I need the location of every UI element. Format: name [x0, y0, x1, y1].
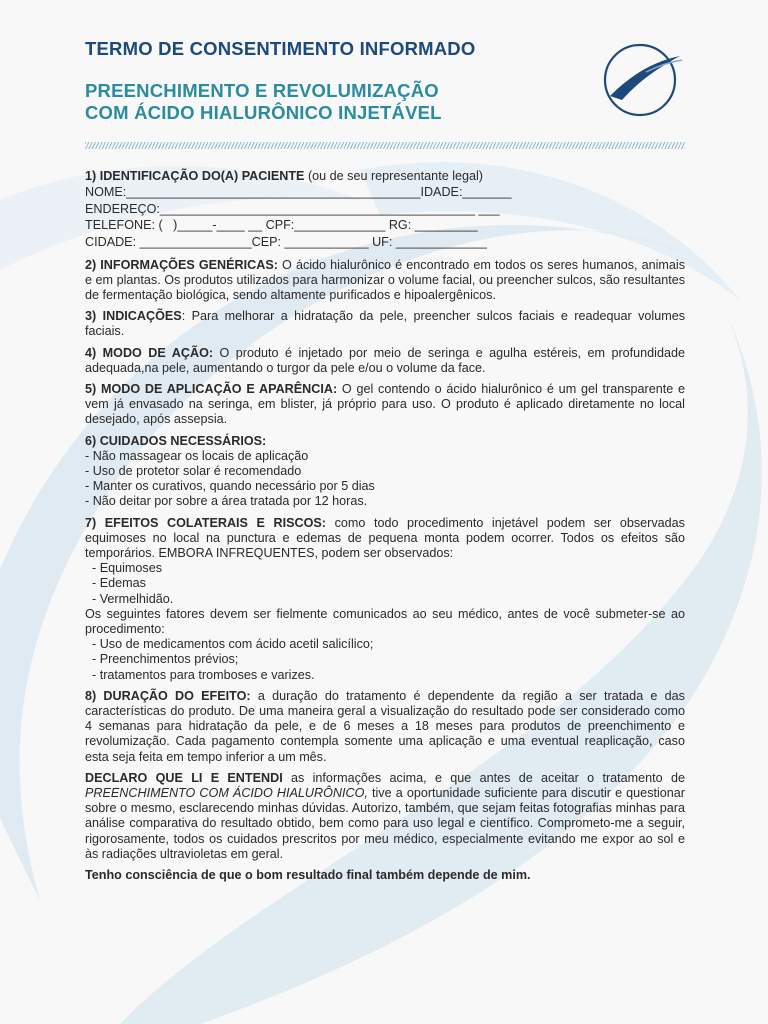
- care-item: - Não massagear os locais de aplicação: [85, 448, 309, 463]
- section-heading-1: 1) IDENTIFICAÇÃO DO(A) PACIENTE (ou de seu representante legal): [85, 169, 483, 183]
- hatched-divider: [85, 142, 685, 149]
- side-effects-intro: 7) EFEITOS COLATERAIS E RISCOS: como todo procedimento injetável podem ser observadas equimoses no local na punctura e edemas de pequena monta podem ocorrer. Todos os efeitos são temporários. EMBORA INFREQUENTES, podem ser observados:: [85, 515, 685, 561]
- side-effect-item: - Vermelhidão.: [92, 591, 174, 606]
- section-heading-6: 6) CUIDADOS NECESSÁRIOS:: [85, 433, 267, 448]
- factor-item: - Uso de medicamentos com ácido acetil salicílico;: [92, 637, 374, 652]
- section-mode-of-action: 4) MODO DE AÇÃO: O produto é injetado por meio de seringa e agulha estéreis, em profundidade adequada,na pele, aumentando o turgor da pele e/ou o volume da face.: [85, 345, 685, 375]
- declaration-paragraph: DECLARO QUE LI E ENTENDI as informações acima, e que antes de aceitar o tratamento de PREENCHIMENTO COM ÁCIDO HIALURÔNICO, tive a oportunidade suficiente para discutir e questionar sobre o mesmo, esclarecendo minhas dúvidas. Autorizo, também, que sejam feitas fotografias minhas para análise comparativa do resultado obtido, bem como para uso legal e científico. Comprometo-me a seguir, rigorosamente, todos os cuidados prescritos por meu médico, especialmente evitando me expor ao sol e às radiações ultravioletas em geral.: [85, 770, 686, 861]
- form-content: [85, 169, 685, 889]
- section-application-appearance: 5) MODO DE APLICAÇÃO E APARÊNCIA: O gel contendo o ácido hialurônico é um gel transparente e vem já envasado na seringa, em blister, já próprio para uso. O produto é aplicado diretamente no local desejado, após assepsia.: [85, 382, 685, 427]
- subtitle-line-2: COM ÁCIDO HIALURÔNICO INJETÁVEL: [85, 102, 442, 123]
- section-care: [85, 434, 685, 510]
- subtitle-line-1: PREENCHIMENTO E REVOLUMIZAÇÃO: [85, 80, 439, 101]
- swoosh-circle-logo-icon: [600, 38, 684, 122]
- address-field-row[interactable]: ENDEREÇO:_____________________________________________ ___: [85, 201, 500, 216]
- factor-item: - tratamentos para tromboses e varizes.: [92, 667, 315, 682]
- closing-statement: Tenho consciência de que o bom resultado final também depende de mim.: [85, 868, 531, 883]
- section-indications: 3) INDICAÇÕES: Para melhorar a hidratação da pele, preencher sulcos faciais e readequar volumes faciais.: [85, 309, 685, 339]
- section-side-effects: [85, 516, 685, 683]
- care-item: - Uso de protetor solar é recomendado: [85, 464, 302, 479]
- phone-cpf-rg-field-row[interactable]: TELEFONE: ( )_____-____ __ CPF:_____________ RG: _________: [85, 218, 478, 233]
- city-cep-uf-field-row[interactable]: CIDADE: ________________CEP: ____________ UF: _____________: [85, 234, 487, 249]
- factor-item: - Preenchimentos prévios;: [92, 652, 239, 667]
- care-item: - Manter os curativos, quando necessário por 5 dias: [85, 479, 375, 494]
- side-effect-item: - Equimoses: [92, 561, 162, 576]
- document-subtitle: [85, 80, 565, 124]
- side-effect-item: - Edemas: [92, 576, 146, 591]
- section-duration: 8) DURAÇÃO DO EFEITO: a duração do tratamento é dependente da região a ser tratada e das características do produto. De uma maneira geral a visualização do resultado pode ser considerado como 4 semanas para hidratação da pele, e de 6 meses a 18 meses para produtos de preenchimento e revolumização. Cada pagamento contempla somente uma aplicação e uma eventual reaplicação, caso esta seja feita em tempo inferior a um mês.: [85, 688, 685, 764]
- section-generic-info: 2) INFORMAÇÕES GENÉRICAS: O ácido hialurônico é encontrado em todos os seres humanos, animais e em plantas. Os produtos utilizados para harmonizar o volume facial, ou preencher sulcos, são resultantes de fermentação biológica, sendo altamente purificados e hipoalergênicos.: [85, 257, 685, 302]
- section-identification: [85, 169, 685, 251]
- care-item: - Não deitar por sobre a área tratada por 12 horas.: [85, 494, 368, 509]
- side-effects-factors-intro: Os seguintes fatores devem ser fielmente comunicados ao seu médico, antes de você submeter-se ao procedimento:: [85, 606, 685, 637]
- document-title: TERMO DE CONSENTIMENTO INFORMADO: [85, 38, 476, 59]
- name-field-row[interactable]: NOME:__________________________________________IDADE:_______: [85, 185, 512, 200]
